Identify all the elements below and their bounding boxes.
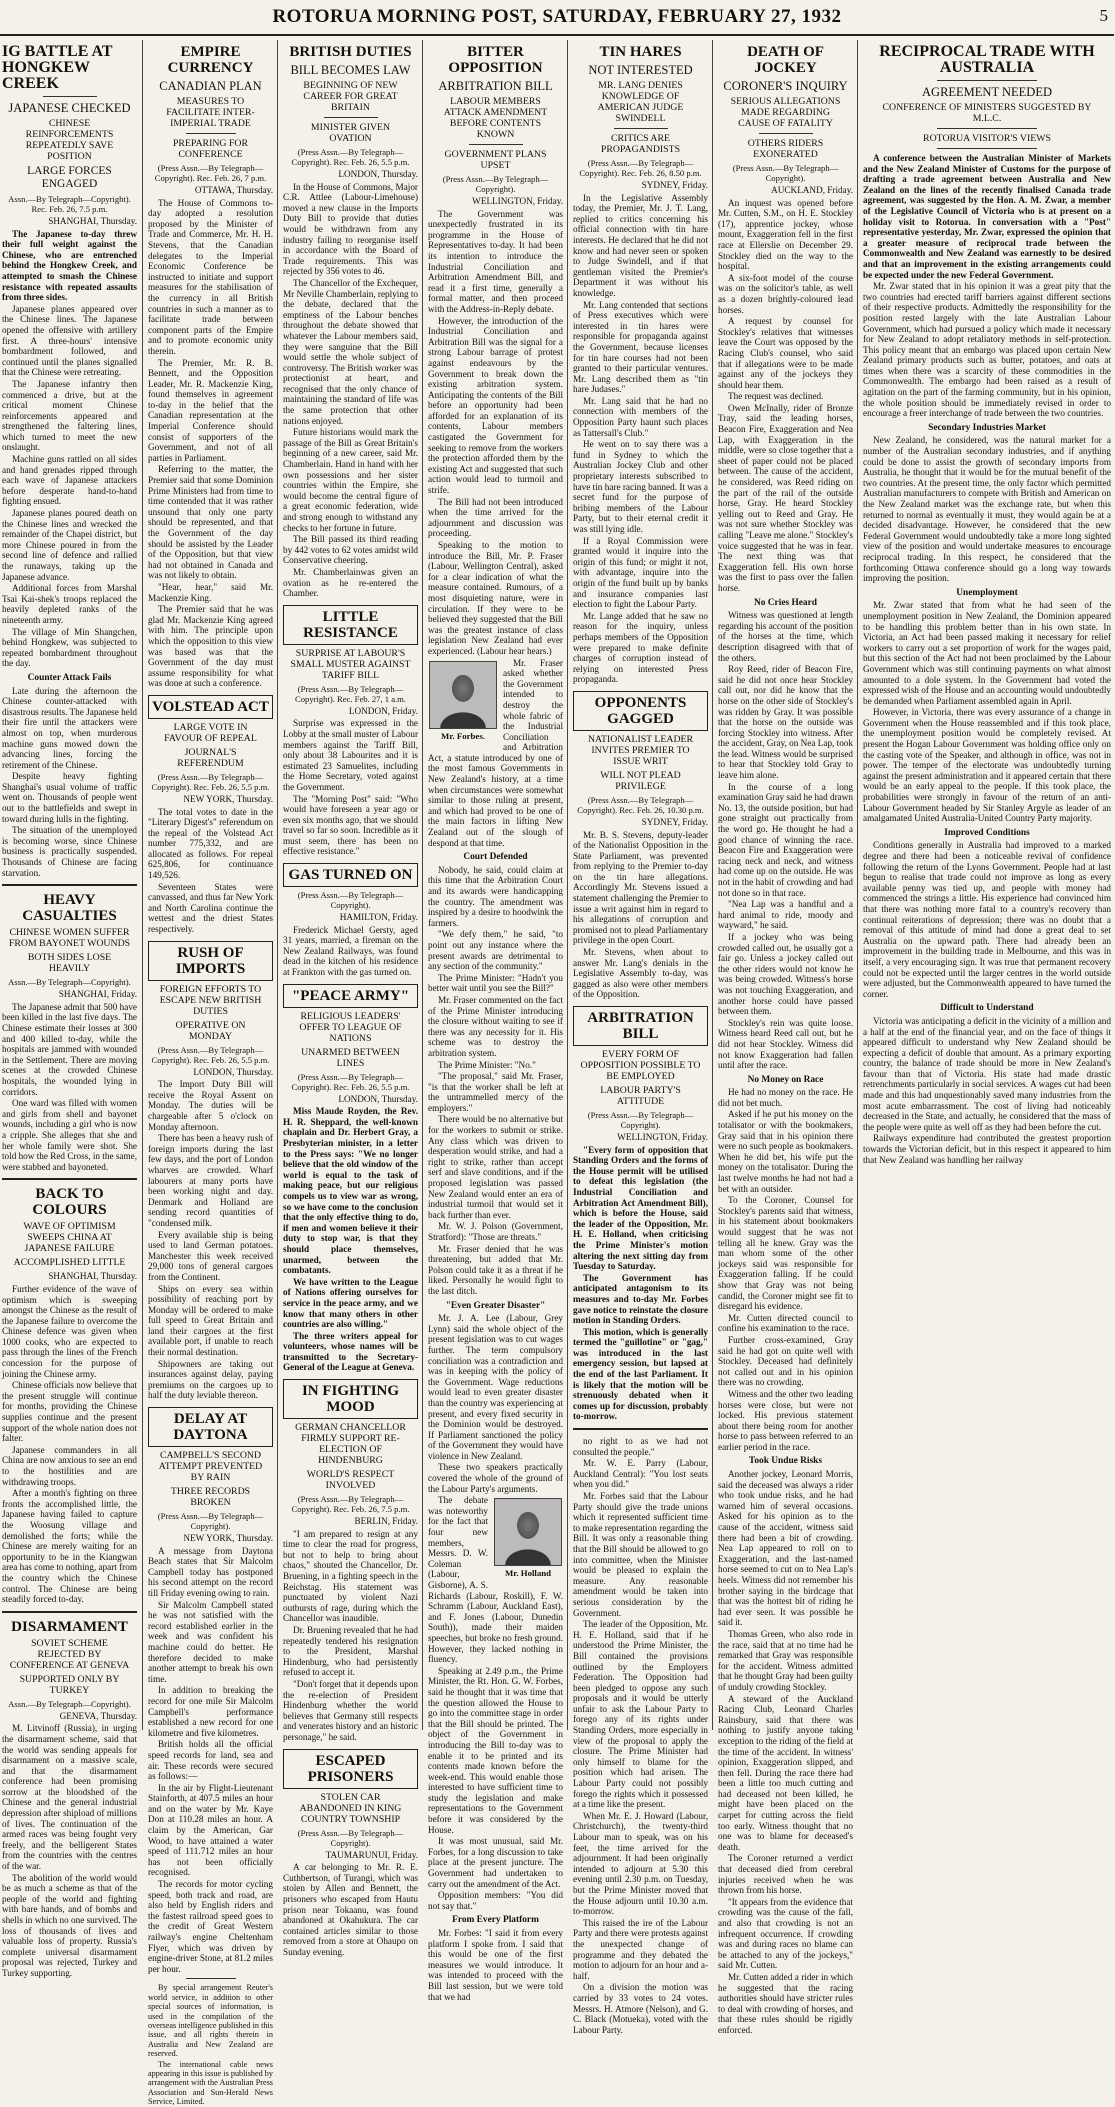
deck: WAVE OF OPTIMISM SWEEPS CHINA AT JAPANESE FAILURE [23,1221,116,1255]
deck: MR. LANG DENIES KNOWLEDGE OF AMERICAN JUDGE SWINDELL [597,80,684,124]
paragraph: Nobody, he said, could claim at this time that the Arbitration Court and its awards were handicapping the country. The amendment was inspired by a desire to hoodwink the farmers. [428,864,563,928]
paragraph: Mr. B. S. Stevens, deputy-leader of the Nationalist Opposition in the State Parliament, was prevented from replying to the Premier to-day on the tin hare allegations. Accordingly Mr. Stevens issued a statement challenging the Premier to issue a writ against him in regard to his allegations of corruption and promised not to plead Parliamentary privilege in the open Court. [573,829,708,946]
dateline: SYDNEY, Friday. [641,816,708,827]
dateline: NEW YORK, Thursday. [183,1533,273,1544]
paragraph: Chinese officials now believe that the present struggle will continue for months, providing the Chinese supplies continue and the present support of the whole nation does not falter. [2,1380,137,1444]
paragraph: Mr. Chamberlainwas given an ovation as he re-entered the Chamber. [283,566,418,599]
headline: TIN HARES [599,44,682,60]
headline: IG BATTLE AT HONGKEW CREEK [2,43,113,92]
deck: LARGE FORCES ENGAGED [27,165,112,190]
wire-credit: (Press Assn.—By Telegraph—Copyright). [297,1827,404,1848]
paragraph: Speaking at 2.49 p.m., the Prime Minister, the Rt. Hon. G. W. Forbes, said he thought that it was time that the question allowed the House to go into the committee stage in order that the Bill should be printed. The object of the Government in introducing the Bill to-day was to enable it to be printed and its contents made known before the week-end. This would enable those interested to have sufficient time to study the legislation and make representations to the Government before it was considered by the House. [428,1665,563,1835]
deck: CHINESE WOMEN SUFFER FROM BAYONET WOUNDS [8,927,131,950]
subhead: Unemployment [956,587,1018,598]
headline: OPPONENTS GAGGED [573,691,708,731]
column-5 [567,40,713,2035]
paragraph: To the Coroner, Counsel for Stockley's parents said that witness, in his statement about bookmakers would suggest that he was not telling all he knew. Gray was the man whom some of the other jockeys said was responsible for Exaggeration falling. If he could show that Gray was not being candid, the Coroner might see fit to disregard his evidence. [718,1195,853,1312]
paragraph: The situation of the unemployed is becoming worse, since Chinese business is practically suspended. Thousands of Chinese are facing starvation. [2,825,137,878]
paragraph: On a division the motion was carried by 33 votes to 24 votes. Messrs. H. Atmore (Nelson), and G. C. Black (Motueka), voted with the Labour Party. [573,1982,708,2035]
paragraph: Mr. Fraser commented on the fact of the Prime Minister introducing the closure without waiting to see if there was any necessity for it. His scheme was to destroy the arbitration system. [428,994,563,1058]
masthead-title: ROTORUA MORNING POST, SATURDAY, FEBRUARY 27, 1932 [272,6,842,27]
portrait-photo [494,1498,562,1566]
paragraph: We have written to the League of Nations offering ourselves for service in the peace army, and we know that many others in other countries are also willing." [283,1276,418,1330]
deck: BEGINNING OF NEW CAREER FOR GREAT BRITAIN [303,80,398,113]
paragraph: Sir Malcolm Campbell stated he was not satisfied with the record established earlier in the week and was confident his machine could do better. He therefore decided to make another attempt to break his own time. [148,1599,273,1684]
paragraph: New Zealand, he considered, was the natural market for a number of the Australian secondary industries, and if anything could be done to assist the growth of secondary imports from Australia, he thought that it would be for the mutual benefit of the two countries. At the present time, the only factor which permitted Australian manufacturers to compete with British and American on the New Zealand market was the exchange rate, but when this returned to normal as eventually it must, they would again be at a decided disadvantage. However, he considered that the new Federal Government would undoubtedly take a more long sighted view of the position and would undertake measures to encourage reciprocal trading. In this respect, he considered that the forthcoming Ottawa conference should go a long way towards improving the position. [863,435,1111,584]
wire-credit: (Press Assn.—By Telegraph—Copyright). [587,1110,694,1130]
deck: ROTORUA VISITOR'S VIEWS [923,133,1051,144]
column-7 [857,40,1115,1730]
deck: GOVERNMENT PLANS UPSET [444,149,547,171]
dateline: BERLIN, Friday. [354,1516,418,1527]
headline: BRITISH DUTIES [289,44,412,60]
paragraph: Japanese planes poured death on the Chinese lines and wrecked the remainder of the Chapei district, but more Chinese poured in from the second line of defence and rallied the runaways, taking up the Japanese advance. [2,508,137,582]
paragraph: "The proposal," said Mr. Fraser, "is that the worker shall be left at the untrammelled mercy of the employers." [428,1071,563,1113]
paragraph: Mr. Zwar stated that in his opinion it was a great pity that the two countries had erected tariff barriers against different sections of their respective products. Admittedly the responsibility for the position rested largely with the late Australian Labour Government, which had pursued a policy which made it necessary for New Zealand to adopt retaliatory methods in self-protection. This policy meant that an embargo was placed upon certain New Zealand primary products such as butter, potatoes, and oats at times when there was a scarcity of these commodities in the Commonwealth. The embargo had been raised as a result of agitation on the part of the farming community, but in his opinion, the whole position should be immediately revised in order to encourage a freer interchange of trade between the two countries. [863,281,1111,419]
paragraph: The Bill had not been introduced when the time arrived for the adjournment and discussion was proceeding. [428,496,563,539]
deck: GERMAN CHANCELLOR FIRMLY SUPPORT RE-ELECTION OF HINDENBURG [295,1422,406,1467]
paragraph: There would be no alternative but for the workers to submit or strike. Any class which was driven to desperation would strike, and had a right to strike, rather than accept serf and slave conditions, and if the proposed legislation was passed New Zealand would enter an era of industrial turmoil that would set it back further than ever. [428,1114,563,1220]
wire-credit: (Press Assn.—By Telegraph—Copyright). Rec. Feb. 26, 5.5 p.m. [151,771,270,792]
paragraph: Miss Maude Royden, the Rev. H. R. Sheppard, the well-known chaplain and Dr. Herbert Gray, a Presbyterian minister, in a letter to the Press says: "We no longer believe that the old window of the world is equal to the task of making peace, but our religious compels us to view war as wrong, so we have come to the conclusion that the only effective thing to do, if men and women believe it their duty to stop war, is that they should place themselves, unarmed, between the combatants. [283,1106,418,1276]
paragraph: British holds all the official speed records for land, sea and air. These records were secured as follows:— [148,1739,273,1782]
headline: ARBITRATION BILL [573,1006,708,1046]
paragraph: Mr. Lange added that he saw no reason for the inquiry, unless perhaps members of the Opposition were prepared to make definite charges of corruption instead of relying on interested Press propaganda. [573,610,708,685]
subheadline: BILL BECOMES LAW [290,63,411,77]
paragraph: The Japanese to-day threw their full weight against the Chinese, who are entrenched behind the Hongkew Creek, and attempted to smash the Chinese resistance with repeated assaults from three sides. [2,228,137,303]
deck: WILL NOT PLEAD PRIVILEGE [600,769,681,792]
subhead: "Even Greater Disaster" [445,1300,546,1311]
deck: SURPRISE AT LABOUR'S SMALL MUSTER AGAINST TARIFF BILL [290,647,411,681]
paragraph: Mr. Cutten directed council to confine his examination to the race. [718,1312,853,1334]
paragraph: A conference between the Australian Minister of Markets and the New Zealand Minister of Customs for the purpose of drafting a trade agreement between Australia and New Zealand on the lines of the recently finalised Canada trade agreement, was suggested by the Hon. A. M. Zwar, a member of the Legislative Council of Victoria who is at present on a holiday visit to Rotorua. In conversation with a "Post" representative yesterday, Mr. Zwar, expressed the opinion that a greater measure of reciprocal trade between the Commonwealth and New Zealand was earnestly to be desired and that an improvement in the existing arrangements could be expected under the new Federal Government. [863,153,1111,280]
paragraph: "I am prepared to resign at any time to clear the road for progress, but not to help to bring about chaos," shouted the Chancellor, Dr. Bruening, in a fighting speech in the Reichstag. His statement was punctuated by violent Nazi outbursts of rage, during which the Chancellor was inaudible. [283,1528,418,1624]
paragraph: The debate was noteworthy for the fact that four new members, Messrs. D. W. Coleman (Labour, Gisborne), A. S. Richards (Labour, Roskill), F. W. Schramm (Labour, Auckland East), and F. Jones (Labour, Dunedin South)), made their maiden speeches, but broke no fresh ground. However, they lacked nothing in fluency. [428,1495,563,1665]
paragraph: "Don't forget that it depends upon the re-election of President Hindenburg whether the world believes that Germany still respects and venerates history and an historic personage," he said. [283,1678,418,1742]
portrait-caption: Mr. Holland [504,1568,552,1579]
paragraph: Opposition members: "You did not say that." [428,1890,563,1911]
wire-credit: (Press Assn.—By Telegraph—Copyright). Rec. Feb. 26, 8.50 p.m. [579,158,702,178]
wire-credit: (Press Assn.—By Telegraph—Copyright). Rec. Feb. 26, 5.5 p.m. [151,1044,270,1065]
masthead [0,0,1114,36]
footnote: By special arrangement Reuter's world service, in addition to other special sources of information, is used in the compilation of the overseas intelligence published in this issue, and all rights therein in Australia and New Zealand are reserved. [148,1983,273,2059]
paragraph: no right to as we had not consulted the people." [573,1436,708,1457]
dateline: OTTAWA, Thursday. [194,185,273,195]
subhead: Took Undue Risks [748,1456,823,1467]
paragraph: The Coroner returned a verdict that deceased died from cerebral injuries received when he was thrown from his horse. [718,1853,853,1896]
footnote: The international cable news appearing in this issue is published by arrangement with the Australian Press Association and Sun-Herald News Service, Limited. [148,2059,273,2107]
paragraph: Referring to the matter, the Premier said that some Dominion Prime Ministers had from time to time contended that it was rather unsound that only one party should be represented, and that the Government of the day should be assisted by the Leader of the Opposition, but that view had not obtained in Canada and was not likely to obtain. [148,464,273,581]
paragraph: Mr. W. E. Parry (Labour, Auckland Central): "You lost seats when you did." [573,1458,708,1490]
headline: HEAVY CASUALTIES [22,892,117,925]
dateline: SHANGHAI, Friday. [58,989,137,1000]
headline: ESCAPED PRISONERS [283,1749,418,1789]
paragraph: In addition to breaking the record for one mile Sir Malcolm Campbell's performance established a new record for one kilometre and five kilometres. [148,1685,273,1738]
deck: UNARMED BETWEEN LINES [301,1046,400,1069]
paragraph: Seventeen States were canvassed, and thus far New York and North Carolina continue the wettest and the driest States respectively. [148,881,273,935]
paragraph: "Hear, hear," said Mr. Mackenzie King. [148,581,273,603]
subhead: Difficult to Understand [940,1003,1034,1014]
deck: CHINESE REINFORCEMENTS REPEATEDLY SAVE POSITION [25,118,114,162]
deck: SUPPORTED ONLY BY TURKEY [19,1673,120,1696]
paragraph: The Government has anticipated antagonism to its measures and to-day Mr. Forbes gave notice to reinstate the closure motion in Standing Orders. [573,1272,708,1326]
paragraph: Mr. Fraser denied that he was threatening, but added that Mr. Polson could take it as a threat if he liked. Personally he would fight to the last ditch. [428,1243,563,1296]
paragraph: One ward was filled with women and girls from shell and bayonet wounds, including a girl who is now a cripple. She alleges that she and her whole family were shot. She told how the Red Cross, in the same, were stabbed and bayoneted. [2,1098,137,1172]
dateline: LONDON, Thursday. [338,169,418,179]
deck: LARGE VOTE IN FAVOUR OF REPEAL [164,721,257,744]
paragraph: Mr. Forbes said that the Labour Party should give the trade unions which it represented sufficient time to make representation regarding the Bill. It was only a reasonable thing that the Bill should be allowed to go into committee, when the Minister would be pleased to explain the measure. Any reasonable amendment would be taken into serious consideration by the Government. [573,1491,708,1618]
headline: LITTLE RESISTANCE [283,605,418,645]
paragraph: Mr. Zwar stated that from what he had seen of the unemployment position in New Zealand, the Dominion appeared to be handling this problem better than in his own state. In Victoria, an Act had been passed making it necessary for relief workers to carry out a set proportion of work for the wages paid, but this section of the Act had not been proclaimed by the Labour Government which was still continuing payments on what almost amounted to a dole system. In the Government had voted the expressed wish of the House and an accounting would undoubtedly be demanded when Parliament assembled again in April. [863,600,1111,706]
headline: RUSH OF IMPORTS [148,941,273,981]
deck: LABOUR PARTY'S ATTITUDE [600,1085,681,1107]
headline: IN FIGHTING MOOD [283,1379,418,1419]
paragraph: A message from Daytona Beach states that Sir Malcolm Campbell today has postponed his second attempt on the record till Friday evening owing to rain. [148,1545,273,1598]
paragraph: Frederick Michael Gersty, aged 31 years, married, a fireman on the New Zealand Railways, was found dead in the kitchen of his residence at Frankton with the gas turned on. [283,924,418,978]
paragraph: The Chancellor of the Exchequer, Mr Neville Chamberlain, replying to the debate, declared that the emptiness of the Labour benches throughout the debate showed that whatever the Labour members said, they were sanguine that the Bill would settle the whole subject of controversy. The British worker was protectionist at heart, and recognised that the only chance of maintaining the standard of life was the same protection that other nations enjoyed. [283,277,418,426]
deck: MINISTER GIVEN OVATION [310,122,391,144]
paragraph: These two speakers practically covered the whole of the ground of the Labour Party's arguments. [428,1462,563,1494]
paragraph: If a Royal Commission were granted would it inquire into the origin of this fund; or might it not, with advantage, inquire into the origin of the fund built up by banks and insurance companies last election to fight the Labour Party. [573,535,708,610]
wire-credit: (Press Assn.—By Telegraph—Copyright). [297,890,404,911]
dateline: AUCKLAND, Friday. [771,185,853,195]
paragraph: The Japanese infantry then commenced a drive, but at the critical moment Chinese reinforcements appeared and strengthened the faltering lines, which turned to meet the new onslaught. [2,378,137,453]
deck: NATIONALIST LEADER INVITES PREMIER TO ISSUE WRIT [587,733,694,767]
wire-credit: (Press Assn.—By Telegraph—Copyright). [732,163,839,183]
paragraph: Ships on every sea within possibility of reaching port by Monday will be ordered to make full speed to Great Britain and land their cargoes at the first available port, if unable to reach their normal destination. [148,1283,273,1358]
wire-credit: (Press Assn.—By Telegraph—Copyright). Rec. Feb. 26, 5.5 p.m. [291,1071,410,1092]
paragraph: This motion, which is generally termed the "guillotine" or "gag," was introduced in the last emergency session, but lapsed at the end of the last Parliament. It is likely that the motion will be strenuously debated when it comes up for discussion, probably to-morrow. [573,1326,708,1422]
deck: STOLEN CAR ABANDONED IN KING COUNTRY TOWNSHIP [299,1791,402,1825]
paragraph: This raised the ire of the Labour Party and there were protests against the unexpected change of programme and they debated the motion to adjourn for an hour and a-half. [573,1917,708,1981]
paragraph: However, in Victoria, there was every assurance of a change in Government when the House reassembled and if this took place, the unemployment position would be completely revised. At present the Hogan Labour Government was holding office only on the casting vote of the Speaker, and although in office, was not in power. The temper of the electorate was undoubtedly turning against the present administration and it appeared certain that there would be an early appeal to the people. If this took place, the probabilities were strongly in favour of the return of an anti-Labour Government headed by Sir Stanley Argyle as leader of an amalgamated United Australia-United Country Party majority. [863,707,1111,824]
paragraph: Roy Reed, rider of Beacon Fire, said he did not once hear Stockley call out, nor did he know that the horse on the other side of Stockley's was ridden by Gray. It was possible that the horse on the outside was forcing Stockley into witness. After the accident, Gray, on Nea Lap, took the lead. Witness would be surprised to hear that Stockley told Gray to leave him alone. [718,664,853,781]
paragraph: The village of Min Shangchen, behind Hongkew, was subjected to repeated bombardment throughout the day. [2,626,137,669]
headline: DELAY AT DAYTONA [148,1407,273,1447]
column-3 [277,40,423,1957]
wire-credit: (Press Assn.—By Telegraph—Copyright). [157,1511,264,1532]
dateline: SHANGHAI, Thursday. [48,1271,137,1282]
paragraph: An inquest was opened before Mr. Cutten, S.M., on H. E. Stockley (17), apprentice jockey, whose mount, Exaggeration fell in the first race at Ellerslie on December 29. Stockley died on the way to the hospital. [718,197,853,272]
paragraph: The Japanese admit that 500 have been killed in the last five days. The Chinese estimate their losses at 300 and 400 killed to-day, while the hospitals are jammed with wounded in the Settlement. There are moving scenes at the crowded Chinese hospitals, the wounded lying in corridors. [2,1001,137,1097]
paragraph: "We defy them," he said, "to point out any instance where the present awards are detrimental to any section of the community." [428,929,563,972]
portrait-holland [493,1498,563,1579]
paragraph: The Government was unexpectedly frustrated in its programme in the House of Representatives to-day. It had been its intention to introduce the Industrial Conciliation and Arbitration Amendment Bill, and read it a first time, generally a formal matter, and then proceed with the Address-in-Reply debate. [428,208,563,314]
page-number: 5 [1099,6,1108,25]
paragraph: "It appears from the evidence that crowding was the cause of the fall, and also that crowding is not an infrequent occurrence. If crowding was and during races no blame can be attached to any of the jockeys," said Mr. Cutten. [718,1896,853,1971]
portrait-forbes [428,661,498,742]
deck: EVERY FORM OF OPPOSITION POSSIBLE TO BE EMPLOYED [580,1049,701,1082]
headline: DEATH OF JOCKEY [747,44,824,76]
dateline: WELLINGTON, Friday. [472,196,563,206]
paragraph: The request was declined. [728,391,824,402]
paragraph: Speaking to the motion to introduce the Bill, Mr. P. Fraser (Labour, Wellington Central), asked for a clear indication of what the measure contained. Rumours, of a most disquieting nature, were in circulation. If they were to be believed they suggested that the Bill was the greatest instance of class legislation New Zealand had ever experienced. (Labour hear hears.) [428,540,563,656]
wire-credit: Assn.—By Telegraph—Copyright). [8,1698,131,1709]
wire-credit: (Press Assn.—By Telegraph—Copyright). [442,174,549,194]
paragraph: The three writers appeal for volunteers, whose names will be transmitted to the Secretary-General of the League at Geneva. [283,1330,418,1373]
wire-credit: (Press Assn.—By Telegraph—Copyright). Rec. Feb. 26, 10.30 p.m. [577,794,704,815]
deck: WORLD'S RESPECT INVOLVED [306,1469,395,1492]
paragraph: Further evidence of the wave of optimism which is sweeping amongst the Chinese as the result of the Japanese failure to overcome the Chinese defence was given when 1000 cooks, who are expected to pass through the lines of the French concession for the purpose of joining the Chinese army. [2,1283,137,1379]
deck: OTHERS RIDERS EXONERATED [747,138,824,160]
paragraph: Every available ship is being used to land German potatoes. Manchester this week received 29,000 tons of general cargoes from the Continent. [148,1229,273,1282]
paragraph: Mr. J. A. Lee (Labour, Grey Lynn) said the whole object of the present legislation was to cut wages further. The term compulsory conciliation was a contradiction and was in keeping with the policy of the Government. Wage reductions would lead to even greater disaster than the country was experiencing at present, and every fixed security in the Dominion would be destroyed. If Parliament sanctioned the policy of the Government they would have violence in New Zealand. [428,1313,563,1461]
subheadline: CANADIAN PLAN [159,79,262,93]
deck: CONFERENCE OF MINISTERS SUGGESTED BY M.L.C. [882,102,1092,124]
deck: OPERATIVE ON MONDAY [175,1019,246,1042]
wire-credit: (Press Assn.—By Telegraph—Copyright). Rec. Feb. 26, 7 p.m. [154,163,267,183]
paragraph: In the air by Flight-Lieutenant Stainforth, at 407.5 miles an hour and on the water by Mr. Kaye Don at 110.28 miles an hour. A claim by the American, Gar Wood, to have attained a water speed of 111.712 miles an hour has not been officially recognised. [148,1782,273,1878]
deck: MEASURES TO FACILITATE INTER-IMPERIAL TRADE [166,96,255,129]
paragraph: He had no money on the race. He did not bet much. [718,1087,853,1108]
paragraph: Conditions generally in Australia had improved to a marked degree and there had been a noticeable revival of confidence following the return of the Lyons Government. People had at last begun to realise that trade could not improve as long as every available penny was tied up, and people with money had commenced the strings a little. His experience had convinced him that there was nothing more fatal to a country's recovery than continual reiterations of depression; there was no doubt that a removal of this attitude of mind had done a great deal to set Australia on the upward path. There had already been an improvement in the building trade in Melbourne, and this was in itself, a very encouraging sign. It was true that permanent recovery could not be expected until the larger centres in the world outside were adjusted, but the Commonwealth appeared to have turned the corner. [863,840,1111,999]
subheadline: NOT INTERESTED [588,63,693,77]
paragraph: Japanese commanders in all China are now anxious to see an end to the hostilities and are withdrawing troops. [2,1444,137,1487]
deck: JOURNAL'S REFERENDUM [177,746,244,769]
headline: RECIPROCAL TRADE WITH AUSTRALIA [879,43,1095,76]
dateline: SHANGHAI, Thursday. [48,216,137,226]
paragraph: Further cross-examined, Gray said he had got on quite well with Stockley. Deceased had definitely not called out and in his opinion there was no crowding. [718,1334,853,1388]
paragraph: In the course of a long examination Gray said he had drawn No. 13, the outside position, but had gone straight out practically from the word go. He thought he had a good chance of winning the race. Beacon Fire and Exaggeration were racing neck and neck, and witness had come up on the outside. He was not in the habit of crowding and had not done so in that race. [718,781,853,898]
headline: VOLSTEAD ACT [148,695,273,719]
column-1 [0,40,142,1978]
paragraph: Future historians would mark the passage of the Bill as Great Britain's beginning of a new career, said Mr. Chamberlain. Hand in hand with her own possessions and her sister countries within the Empire, she would become the central figure of a great economic federation, wide and strong enough to withstand any checks to her fortune in future. [283,427,418,533]
paragraph: Surprise was expressed in the Lobby at the small muster of Labour members against the Tariff Bill, only about 38 Labourites and it is estimated 23 Samuelites, including the Home Secretary, voted against the Government. [283,718,418,792]
paragraph: The leader of the Opposition, Mr. H. E. Holland, said that if he understood the Prime Minister, the Bill contained the provisions outlined by the Employers Federation. The Opposition had been pledged to oppose any such proposals and it would be utterly unfair to ask the Labour Party to forego any of its rights under Standing Orders, more especially in view of the proposal to apply the closure. The Prime Minister had only himself to blame for the position which had arisen. The Labour Party could not possibly forego the rights which it possessed at a time like the present. [573,1619,708,1810]
paragraph: The Premier, Mr. R. B. Bennett, and the Opposition Leader, Mr. R. Mackenzie King, found themselves in agreement to-day in the belief that the Canadian representation at the Imperial Conference should consist of supporters of the Government, and not of all parties in Parliament. [148,357,273,463]
paragraph: Mr. Fraser asked whether the Government intended to destroy the whole fabric of the Industrial Conciliation and Arbitration Act, a statute introduced by one of the most famous Governments in New Zealand's history, at a time when circumstances were somewhat similar to those ruling at present, and which had proved to be one of the main factors in lifting New Zealand out of the slough of despond at that time. [428,657,563,848]
paragraph: He went on to say there was a fund in Sydney to which the Australian Jockey Club and other proprietary interests subscribed to have tin hare racing banned. It was a secret fund for the purpose of bribing members of the Labour Party, but to their eternal credit it was still lying idle. [573,439,708,534]
dateline: NEW YORK, Thursday. [183,793,273,804]
portrait-photo [429,661,497,729]
dateline: WELLINGTON, Friday. [617,1132,708,1142]
subhead: Counter Attack Fails [27,672,112,683]
paragraph: Machine guns rattled on all sides and hand grenades ripped through each wave of Japanese attackers before desperate hand-to-hand fighting ensued. [2,454,137,507]
deck: CRITICS ARE PROPAGANDISTS [600,133,681,155]
headline: BACK TO COLOURS [32,1186,107,1219]
subheadline: AGREEMENT NEEDED [922,85,1052,99]
deck: FOREIGN EFFORTS TO ESCAPE NEW BRITISH DUTIES [159,983,262,1017]
deck: RELIGIOUS LEADERS' OFFER TO LEAGUE OF NATIONS [299,1010,402,1044]
deck: LABOUR MEMBERS ATTACK AMENDMENT BEFORE CONTENTS KNOWN [443,96,548,140]
paragraph: When Mr. E. J. Howard (Labour, Christchurch), the twenty-third Labour man to speak, was on his feet, the time arrived for the adjournment. It had been originally intended to adjourn at 5.30 this evening until 2.30 p.m. on Tuesday, but the Prime Minister moved that the House adjourn until 10.30 a.m. to-morrow. [573,1810,708,1917]
subhead: No Money on Race [747,1074,824,1085]
deck: SERIOUS ALLEGATIONS MADE REGARDING CAUSE OF FATALITY [730,96,841,129]
deck: ACCOMPLISHED LITTLE [13,1257,126,1269]
subheadline: JAPANESE CHECKED [8,101,131,115]
headline: BITTER OPPOSITION [448,44,543,76]
dateline: SYDNEY, Friday. [641,180,708,190]
paragraph: In the Legislative Assembly today, the Premier, Mr. J. T. Lang, replied to critics concerning his official connection with tin hare interests. He declared that he did not know and had never seen or spoken to Judge Swindell, and if that gentleman visited the Premier's Department it was without his knowledge. [573,192,708,298]
paragraph: However, the introduction of the Industrial Conciliation and Arbitration Bill was the signal for a strong Labour barrage of protest against endeavours by the Government to break down the existing arbitration system. Anticipating the contents of the Bill before an opportunity had been afforded for an explanation of its contents, Labour members castigated the Government for seeking to remove from the workers the protection afforded them by the existing Act and suggested that such action would lead to turmoil and strife. [428,315,563,496]
wire-credit: (Press Assn.—By Telegraph—Copyright). Rec. Feb. 27, 1 a.m. [295,683,406,704]
column-2 [142,40,278,2107]
dateline: GENEVA, Thursday. [59,1710,137,1721]
paragraph: Another jockey, Leonard Morris, said the deceased was always a rider who took undue risks, and he had warned him of several occasions. Asked for his opinion as to the cause of the accident, witness said there had been a bit of crowding. Nea Lap appeared to roll on to Exaggeration, and the last-named horse seemed to cut on to Nea Lap's heels. Witness did not remember his brother saying in the birdcage that that was the hottest bit of riding he had ever seen. It was possible he said it. [718,1469,853,1628]
paragraph: Witness was questioned at length regarding his account of the position of the horses at the time, which description disagreed with that of the others. [718,610,853,663]
paragraph: Mr. Lang said that he had no connection with members of the Opposition Party haunt such places as Tattersall's Club." [573,395,708,438]
wire-credit: Assn.—By Telegraph—Copyright). [8,977,131,988]
subheadline: ARBITRATION BILL [438,79,553,93]
paragraph: If a jockey who was being crowded called out, he usually got a fair go. Unless a jockey called out the other riders would not know he was being crowded. Witness's horse was not touching Exaggeration, and another horse could have passed between them. [718,931,853,1017]
paragraph: The House of Commons to-day adopted a resolution proposed by the Minister of Trade and Commerce, Mr. H. H. Stevens, that the Canadian delegates to the Imperial Economic Conference be instructed to initiate and support measures for the stabilisation of the currency in all British countries in such a manner as to facilitate trade between component parts of the Empire and to promote economic unity therein. [148,197,273,356]
dateline: LONDON, Thursday. [338,1093,418,1104]
headline: EMPIRE CURRENCY [167,44,254,76]
paragraph: After a month's fighting on three fronts the accomplished little, the Japanese having failed to capture the Woosung village and demolished the forts; while the Chinese are merely waiting for an opportunity to be in the Kiangwan area has come to nothing, apart from the country which the Chinese control. The Chinese are being steadily forced to-day. [2,1488,137,1605]
paragraph: There has been a heavy rush of foreign imports during the last few days, and the port of London wharves are crowded. Wharf labourers at many ports have been working night and day. Denmark and Holland are sending record quantities of "condensed milk. [148,1133,273,1228]
paragraph: Late during the afternoon the Chinese counter-attacked with disastrous results. The Japanese held their fire until the attackers were almost on top, when murderous machine guns mowed down the advancing lines, forcing the retirement of the Chinese. [2,685,137,770]
paragraph: Railways expenditure had contributed the greatest proportion towards the Victorian deficit, but in this respect it appeared to him that New Zealand was handling her railway [863,1133,1111,1165]
paragraph: A six-foot model of the course was on the solicitor's table, as well as a dozen brightly-coloured lead horses. [718,272,853,315]
paragraph: Mr. W. J. Polson (Government, Stratford): "Those are threats." [428,1221,563,1242]
paragraph: The Import Duty Bill will receive the Royal Assent on Monday. The duties will be chargeable after 5 o'clock on Monday afternoon. [148,1079,273,1132]
paragraph: Japanese planes appeared over the Chinese lines. The Japanese opened the offensive with artillery first. A three-hours' intensive bombardment followed, and continued until the planes signalled that the Chinese were retreating. [2,303,137,378]
paragraph: Mr. Lang contended that sections of Press executives which were interested in tin hares were responsible for propaganda against the Government, because licenses for tin hare courses had not been granted to their particular ventures. Mr. Lang described them as "tin hare Judases." [573,299,708,395]
portrait-caption: Mr. Forbes. [441,730,485,741]
wire-credit: (Press Assn.—By Telegraph—Copyright). Rec. Feb. 26, 7.5 p.m. [291,1494,410,1515]
paragraph: The total votes to date in the "Literary Digest's" referendum on the repeal of the Volstead Act number 775,332, and are allocated as follows. For repeal 625,806, for continuance 149,526. [148,806,273,881]
paragraph: Witness and the other two leading horses were close, but were not locked. His previous statement about there being room for another horse to pass between referred to an earlier period in the race. [718,1388,853,1452]
paragraph: M. Litvinoff (Russia), in urging the disarmament scheme, said that the world was sending appeals for disarmament on a massive scale, and that the disarmament conference had been promising sorrow at the bloodshed of the Chinese and the general industrial depression after shipload of millions of lives. The continuation of the armed races was being fought very freely, and the belligerent States from the countries with the centres of the war. [2,1723,137,1872]
subhead: Secondary Industries Market [928,422,1046,433]
paragraph: Mr. Cutten added a rider in which he suggested that the racing authorities should have stricter rules to deal with crowding of horses, and that these rules should be rigidly enforced. [718,1971,853,2035]
dateline: HAMILTON, Friday. [339,912,418,923]
paragraph: "Every form of opposition that Standing Orders and the forms of the House permit will be utilised to defeat this legislation (the Industrial Conciliation and Arbitration Act Amendment Bill), which is before the House, said the leader of the Opposition, Mr. H. E. Holland, when criticising the Prime Minister's motion altering the next sitting day from Tuesday to Saturday. [573,1144,708,1272]
paragraph: Stockley's rein was quite loose. Witness heard Reed call out, but he did not hear Stockley. Witness did not know Exaggeration had fallen until after the race. [718,1017,853,1071]
headline: GAS TURNED ON [283,863,418,887]
paragraph: Additional forces from Marshal Tsai Kai-shek's troops replaced the heavily depleted ranks of the nineteenth army. [2,583,137,625]
paragraph: "Nea Lap was a handful and a hard animal to ride, moody and wayward," he said. [718,899,853,931]
subhead: From Every Platform [452,1915,539,1926]
subhead: No Cries Heard [753,597,817,608]
paragraph: Mr. Forbes: "I said it from every platform I spoke from. I said that this would be one of the first measures we would introduce. It was intended to proceed with the Bill last session, but we were told that we had [428,1928,563,2002]
subhead: Improved Conditions [944,827,1030,838]
paragraph: Mr. Stevens, when about to answer Mr. Lang's denials in the Legislative Assembly to-day, was gagged as also were other members of the Opposition. [573,947,708,1000]
paragraph: The Premier said that he was glad Mr. Mackenzie King agreed with him. The principle upon which the opposition to this view was based was that the Government of the day must assume responsibility for what was done at such a conference. [148,604,273,689]
paragraph: Shipowners are taking out insurances against delay, paying premiums on the cargoes up to half the duty leviable thereon. [148,1358,273,1401]
paragraph: Thomas Green, who also rode in the race, said that at no time had he remarked that Gray was responsible for the accident. Witness admitted that he thought Gray had been guilty of unduly crowding Stockley. [718,1628,853,1692]
paragraph: Despite heavy fighting Shanghai's usual volume of traffic went on. Thousands of people went out to the battlefields and swept in toward during lulls in the fighting. [2,771,137,824]
deck: PREPARING FOR CONFERENCE [172,138,249,160]
dateline: LONDON, Thursday. [193,1066,273,1077]
subheadline: CORONER'S INQUIRY [723,79,848,93]
paragraph: It was most unusual, said Mr. Forbes, for a long discussion to take place at the present juncture. The Government had undertaken to carry out the amendment of the Act. [428,1836,563,1889]
paragraph: Victoria was anticipating a deficit in the vicinity of a million and a half at the end of the financial year, and on the face of things it appeared difficult to understand why New Zealand should be expecting a deficit of double that amount. As a primary exporting country, the balance of trade should be more in New Zealand's favour than that of Victoria. His state had made drastic retrenchments particularly in social services. A wages cut had been made and this had unquestionably saved many industries from the most acute embarrassment. The cost of living had noticeably decreased in the State, and actually, he considered that the mass of the people were quite as well off as they had been before the cut. [863,1015,1111,1132]
deck: THREE RECORDS BROKEN [170,1486,251,1509]
headline: "PEACE ARMY" [283,984,418,1008]
subhead: Court Defended [463,852,528,863]
paragraph: Owen McInally, rider of Bronze Tray, said the leading horses, Beacon Fire, Exaggeration and Nea Lap, with Exaggeration in the middle, were so close together that a sheet of paper could not be placed between. The cause of the accident, he considered, was Reed riding on the part of the rail of the outside horse, Gray. He heard Stockley yelling out to Reed and Gray. He was not sure whether Stockley was calling "Leave me alone." Stockley's voice suggested that he was in fear. The next thing was that Exaggeration fell. His own horse was the first to pass over the fallen horse. [718,402,853,593]
paragraph: A steward of the Auckland Racing Club, Leonard Charles Rainsbury, said that there was nothing to justify anyone taking exception to the riding of the field at the time of the accident. In witness' opinion, Exaggeration slipped, and then fell. During the race there had been a little too much cutting and had deceased not been killed, he might have been placed on the carpet for cutting across the field too early. Witness thought that no one was to blame for deceased's death. [718,1693,853,1852]
column-4 [422,40,568,2002]
paragraph: A request by counsel for Stockley's relatives that witnesses leave the Court was opposed by the Racing Club's counsel, who said that if allegations were to be made against any of the jockeys they should hear them. [718,316,853,390]
wire-credit: (Press Assn.—By Telegraph—Copyright). Rec. Feb. 26, 5.5 p.m. [291,147,410,167]
paragraph: The Prime Minister: "Hadn't you better wait until you see the Bill?" [428,972,563,994]
deck: CAMPBELL'S SECOND ATTEMPT PREVENTED BY RAIN [158,1450,263,1484]
dateline: LONDON, Friday. [348,705,418,716]
paragraph: Asked if he put his money on the totalisator or with the bookmakers, Gray said that in his opinion there were no such people as bookmakers. When he did bet, his wife put the money on the totalisator. During the last twelve months he had not had a bet with an outsider. [718,1109,853,1194]
paragraph: The Bill passed its third reading by 442 votes to 62 votes amidst wild Conservative cheering. [283,534,418,566]
wire-credit: Assn.—By Telegraph—Copyright). Rec. Feb. 26, 7.5 p.m. [8,194,131,214]
deck: BOTH SIDES LOSE HEAVILY [27,952,112,975]
paragraph: A car belonging to Mr. R. E. Cuthbertson, of Turangi, which was stolen by Allen and Bennett, the prisoners who escaped from Hautu prison near Tokaanu, was found abandoned at Okahukura. The car contained articles similar to those removed from a store at Ohaupo on Sunday evening. [283,1862,418,1957]
deck: SOVIET SCHEME REJECTED BY CONFERENCE AT GENEVA [9,1637,130,1671]
paragraph: The "Morning Post" said: "Who would have foreseen a year ago or even six months ago, that we should travel so far so soon. Incredible as it must seem, there has been no effective resistance." [283,793,418,857]
paragraph: The abolition of the world would be as much a scheme as that of the people of the world and fighting with bare hands, and of bombs and shells in which no one survived. The loss of thousands of lives and valuable loss of property. Russia's complete universal disarmament proposal was rejected, Turkey and Turkey supporting. [2,1872,137,1978]
headline: DISARMAMENT [11,1618,128,1635]
paragraph: The records for motor cycling speed, both track and road, are also held by English riders and the fastest railroad speed goes to the credit of Great Western railway's engine Cheltenham Flyer, which was driven by engine-driver Stone, at 81.2 miles per hour. [148,1879,273,1974]
paragraph: In the House of Commons, Major C.R. Attlee (Labour-Limehouse) moved a new clause in the Imports Duty Bill to provide that duties would be withdrawn from any industry failing to reorganise itself in accordance with the Board of Trade requirements. This was rejected by 356 votes to 46. [283,181,418,277]
paragraph: Dr. Bruening revealed that he had repeatedly tendered his resignation to the President, Marshal Hindenburg, who had persistently refused to accept it. [283,1625,418,1678]
dateline: TAUMARUNUI, Friday. [325,1849,418,1860]
paragraph: The Prime Minister: "No." [438,1059,536,1070]
column-6 [712,40,858,2035]
